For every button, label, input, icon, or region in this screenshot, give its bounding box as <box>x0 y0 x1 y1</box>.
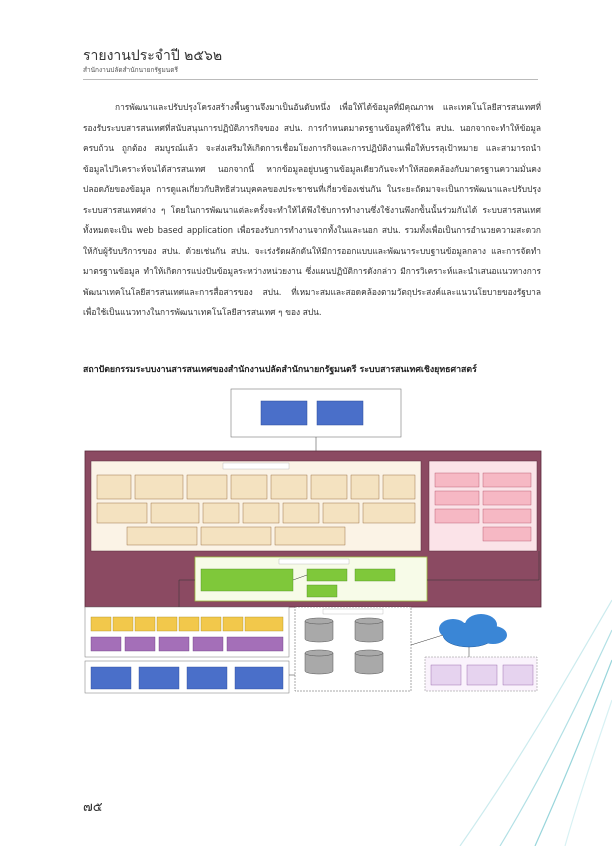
body-paragraph: การพัฒนาและปรับปรุงโครงสร้างพื้นฐานจึงมาเป็นอันดับหนึ่ง เพื่อให้ได้ข้อมูลที่มีคุณภาพ และเทคโนโลยีสารสนเทศที่รองรับระบบสารสนเทศที่สนับสนุนการปฏิบัติภารกิจของ สปน. การกำหนดมาตรฐานข้อมูลที่ใช้ใน สปน. นอกจากจะทำให้ข้อมูลครบถ้วน ถูกต้อง สมบูรณ์แล้ว จะส่งเสริมให้เกิดการเชื่อมโยงการกิจและการปฏิบัติงานเพื่อให้บรรลุเป้าหมาย และสามารถนำข้อมูลไปวิเคราะห์จนได้สารสนเทศ นอกจากนี้ หากข้อมูลอยู่บนฐานข้อมูลเดียวกันจะทำให้สอดคล้องกับมาตรฐานความมั่นคงปลอดภัยของข้อมูล การดูแลเกี่ยวกับสิทธิส่วนบุคคลของประชาชนที่เกี่ยวข้องเช่นกัน ในระยะถัดมาจะเป็นการพัฒนาและปรับปรุงระบบสารสนเทศต่าง ๆ โดยในการพัฒนาแต่ละครั้งจะทำให้ได้พึงใช้บการทำงานซึ่งใช้งานพึงกข้ันนั้นร่วมกันได้ ระบบสารสนเทศทั้งหมดจะเป็น web based application เพื่อรองรับการทำงานจากทั้งในและนอก สปน. รวมทั้งเพื่อเป็นการอำนวยความสะดวกให้กับผู้รับบริการของ สปน. ด้วยเช่นกัน สปน. จะเร่งรัดผลักดันให้มีการออกแบบและพัฒนาระบบฐานข้อมูลกลาง และการจัดทำมาตรฐานข้อมูล ทำให้เกิดการแบ่งปันข้อมูลระหว่างหน่วยงาน ซึ่งแผนปฏิบัติการดังกล่าว มีการวิเคราะห์และนำเสนอแนวทางการพัฒนาเทคโนโลยีสารสนเทศและการสื่อสารของ สปน. ที่เหมาะสมและสอดคล้องตามวัตถุประสงค์และแนวนโยบายของรัฐบาล เพื่อใช้เป็นแนวทางในการพัฒนาเทคโนโลยีสารสนเทศ ๆ ของ สปน. <box>83 102 541 317</box>
blue-box <box>91 667 131 689</box>
yellow-box <box>113 617 133 631</box>
beige-box <box>283 503 319 523</box>
pink-box <box>483 509 531 523</box>
purple-box <box>193 637 223 651</box>
database-title <box>323 609 383 614</box>
beige-box <box>383 475 415 499</box>
beige-box <box>187 475 227 499</box>
yellow-box <box>135 617 155 631</box>
report-title: รายงานประจำปี ๒๕๖๒ <box>83 48 223 64</box>
beige-box <box>151 503 199 523</box>
pink-box <box>483 473 531 487</box>
yellow-box <box>245 617 283 631</box>
yellow-box <box>179 617 199 631</box>
green-box <box>307 585 337 597</box>
blue-box <box>235 667 283 689</box>
beige-box <box>97 503 147 523</box>
section-heading: สถาปัตยกรรมระบบงานสารสนเทศของสำนักงานปลัดสำนักนายกรัฐมนตรี ระบบสารสนเทศเชิงยุทธศาสตร์ <box>83 365 477 375</box>
pink-box <box>435 473 479 487</box>
green-box <box>355 569 395 581</box>
page-number: ๗๕ <box>83 800 103 815</box>
strategy-top-box-1 <box>261 401 307 425</box>
purple-box <box>125 637 155 651</box>
beige-box <box>363 503 415 523</box>
blue-box <box>187 667 227 689</box>
strategy-top-frame <box>231 389 401 437</box>
beige-box <box>271 475 307 499</box>
pink-box <box>435 491 479 505</box>
header-divider <box>83 79 538 80</box>
blue-box <box>139 667 179 689</box>
beige-box <box>275 527 345 545</box>
beige-box <box>351 475 379 499</box>
lavender-box <box>431 665 461 685</box>
lavender-box <box>467 665 497 685</box>
strategy-top-box-2 <box>317 401 363 425</box>
yellow-box <box>223 617 243 631</box>
purple-box <box>159 637 189 651</box>
beige-box <box>231 475 267 499</box>
beige-box <box>323 503 359 523</box>
beige-box <box>311 475 347 499</box>
yellow-box <box>157 617 177 631</box>
green-box <box>201 569 293 591</box>
report-subtitle: สำนักงานปลัดสำนักนายกรัฐมนตรี <box>83 66 178 74</box>
beige-box <box>135 475 183 499</box>
purple-box <box>227 637 283 651</box>
integration-title <box>279 559 349 564</box>
beige-box <box>127 527 197 545</box>
beige-box <box>243 503 279 523</box>
beige-box <box>201 527 271 545</box>
yellow-box <box>91 617 111 631</box>
service-systems-title <box>223 463 289 469</box>
beige-box <box>97 475 131 499</box>
yellow-box <box>201 617 221 631</box>
pink-box <box>483 527 531 541</box>
lavender-box <box>503 665 533 685</box>
page-header <box>83 48 543 75</box>
cloud-icon <box>439 614 507 647</box>
body-text <box>83 97 541 323</box>
architecture-diagram-svg <box>83 385 543 695</box>
beige-box <box>203 503 239 523</box>
pink-box <box>483 491 531 505</box>
pink-box <box>435 509 479 523</box>
green-box <box>307 569 347 581</box>
purple-box <box>91 637 121 651</box>
architecture-diagram <box>83 385 543 695</box>
